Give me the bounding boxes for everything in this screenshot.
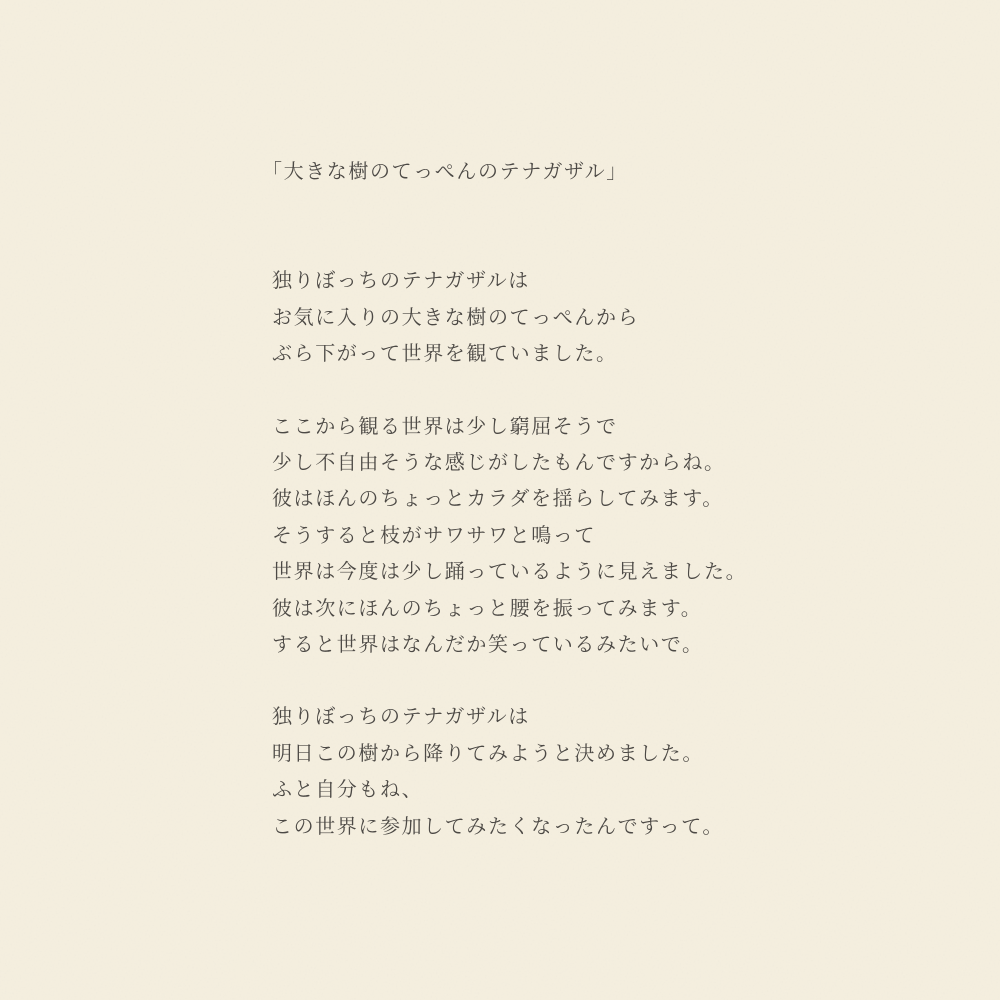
poem-line: 独りぼっちのテナガザルは <box>272 704 530 729</box>
poem-line: この世界に参加してみたくなったんですって。 <box>272 813 724 838</box>
poem-stanza-2 <box>272 408 892 663</box>
poem-block <box>262 153 892 844</box>
poem-line: お気に入りの大きな樹のてっぺんから <box>272 304 640 329</box>
poem-line: 少し不自由そうな感じがしたもんですからね。 <box>272 450 726 475</box>
poem-stanza-3 <box>272 698 892 844</box>
poem-line: 明日この樹から降りてみようと決めました。 <box>272 740 704 765</box>
poem-stanza-1 <box>272 262 892 371</box>
poem-line: 彼は次にほんのちょっと腰を振ってみます。 <box>272 595 703 620</box>
poem-line: そうすると枝がサワサワと鳴って <box>272 522 596 547</box>
poem-line: すると世界はなんだか笑っているみたいで。 <box>272 632 704 657</box>
poem-line: ぶら下がって世界を観ていました。 <box>272 341 618 366</box>
poem-line: 世界は今度は少し踊っているように見えました。 <box>272 559 748 584</box>
poem-line: 独りぼっちのテナガザルは <box>272 268 530 293</box>
poem-line: 彼はほんのちょっとカラダを揺らしてみます。 <box>272 486 724 511</box>
poem-line: ふと自分もね、 <box>272 777 424 802</box>
poem-line: ここから観る世界は少し窮屈そうで <box>272 413 618 438</box>
poem-title: 「大きな樹のてっぺんのテナガザル」 <box>262 159 628 183</box>
